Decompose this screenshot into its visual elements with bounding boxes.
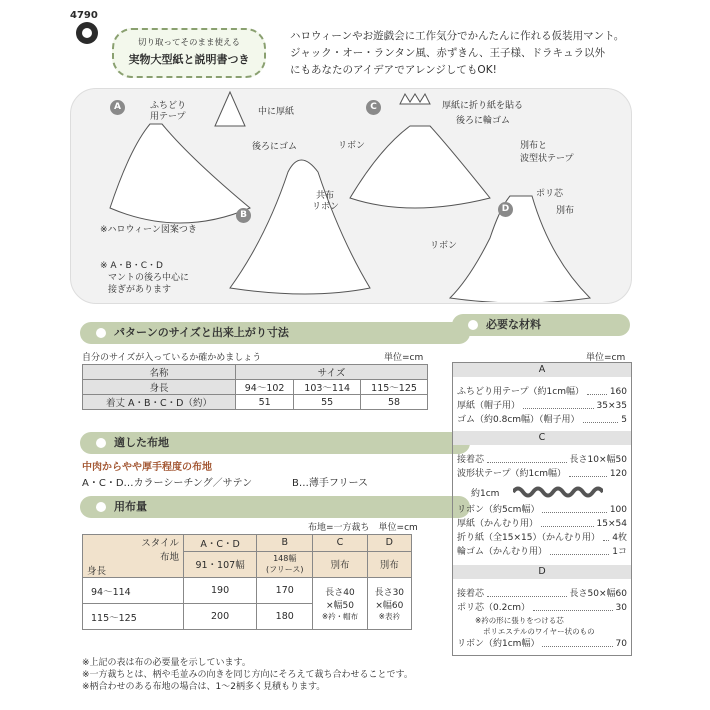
size-cell: 58: [361, 395, 428, 410]
material-name: リボン（約1cm幅）: [457, 639, 540, 649]
material-row: [453, 531, 631, 545]
label-halloween: ※ハロウィーン図案つき: [100, 225, 197, 235]
hat-a-shape: [215, 92, 245, 126]
yardage-cell: 170: [257, 578, 313, 604]
intro-text: [290, 28, 650, 79]
fabric-acd: A・C・D…カラーシーチング／サテン: [82, 478, 253, 489]
note-line3: 接ぎがあります: [108, 285, 172, 295]
label-d: D: [498, 202, 513, 217]
yardage-fabric-label: 布地: [159, 552, 179, 563]
material-name: 接着芯: [457, 455, 485, 465]
material-qty: 100: [609, 505, 627, 515]
yardage-col-b: B: [257, 535, 313, 552]
material-name: ポリ芯（0.2cm）: [457, 603, 531, 613]
material-row: [453, 399, 631, 413]
label-c: C: [366, 100, 381, 115]
note-line2: マントの後ろ中心に: [108, 273, 190, 283]
size-table: [82, 364, 428, 410]
wave-tape-sample: [453, 481, 631, 503]
yardage-d-value: [367, 578, 411, 630]
label-ribon-b: リボン: [312, 202, 340, 212]
c-val-line3: ※衿・帽布: [321, 612, 359, 621]
d-val-line1: 長さ30: [374, 588, 405, 598]
materials-header-d: D: [453, 565, 631, 579]
label-ushiro-gomu: 後ろにゴム: [252, 142, 298, 152]
yardage-row-height2: 115～125: [83, 604, 184, 630]
material-row: [453, 385, 631, 399]
size-note: 自分のサイズが入っているか確かめましょう: [82, 353, 262, 363]
material-qty: 35×35: [596, 401, 627, 411]
material-qty: 30: [615, 603, 627, 613]
material-name: 接着芯: [457, 589, 485, 599]
yardage-cell: 190: [184, 578, 257, 604]
wave-tape-icon: [513, 485, 603, 499]
yardage-width-c: 別布: [313, 551, 367, 577]
material-qty: 120: [609, 469, 627, 479]
label-a: A: [110, 100, 125, 115]
c-val-line2: ×幅50: [325, 601, 354, 611]
material-name: 波形状テープ（約1cm幅）: [457, 469, 566, 479]
product-code: 4790: [70, 10, 98, 21]
size-header-name: 名称: [83, 365, 236, 380]
size-header-size: サイズ: [236, 365, 428, 380]
material-row: [453, 517, 631, 531]
intro-line1: ハロウィーンやお遊戯会に工作気分でかんたんに作れる仮装用マント。: [290, 30, 625, 42]
material-row: [453, 587, 631, 601]
width-b-line2: (フリース): [265, 565, 304, 575]
size-cell: 115～125: [361, 380, 428, 395]
brand-logo: [76, 22, 98, 44]
materials-table: [452, 362, 632, 656]
crown-c-shape: [400, 94, 430, 104]
material-row: [453, 413, 631, 427]
fabric-b: B…薄手フリース: [292, 478, 368, 489]
materials-unit: 単位=cm: [586, 353, 626, 363]
material-name: ゴム（約0.8cm幅）（帽子用）: [457, 415, 580, 425]
material-name: リボン（約5cm幅）: [457, 505, 540, 515]
material-qty: 長さ10×幅50: [569, 455, 627, 465]
badge-line2: 実物大型紙と説明書つき: [128, 53, 250, 66]
size-cell: 94～102: [236, 380, 294, 395]
materials-header-a: A: [453, 363, 631, 377]
material-row: [453, 545, 631, 559]
yardage-col-d: D: [367, 535, 411, 552]
material-name: 輪ゴム（かんむり用）: [457, 547, 548, 557]
fabric-section-title: 適した布地: [80, 432, 470, 454]
material-subnote: ポリエステルのワイヤー状のもの: [483, 627, 595, 636]
yardage-note: 布地=一方裁ち 単位=cm: [308, 523, 418, 533]
materials-section-title: 必要な材料: [452, 314, 630, 336]
material-row: [453, 503, 631, 517]
wave-width-label: 約1cm: [471, 489, 500, 499]
yardage-table: [82, 534, 412, 630]
footnote: ※一方裁ちとは、柄や毛並みの向きを同じ方向にそろえて裁ち合わせることです。: [82, 670, 413, 680]
material-name: 折り紙（全15×15）（かんむり用）: [457, 533, 600, 543]
material-row: [453, 453, 631, 467]
note-abcd: ※ A・B・C・D: [100, 261, 163, 271]
size-unit: 単位=cm: [384, 353, 424, 363]
label-b: B: [236, 208, 251, 223]
footnote: ※柄合わせのある布地の場合は、1～2柄多く見積もります。: [82, 682, 326, 692]
footnote: ※上記の表は布の必要量を示しています。: [82, 658, 251, 668]
size-cell: 103～114: [294, 380, 361, 395]
label-ribon-d: リボン: [430, 241, 458, 251]
size-row-length: 着丈 A・B・C・D（約）: [83, 395, 236, 410]
d-val-line3: ※表衿: [378, 612, 400, 621]
d-val-line2: ×幅60: [375, 601, 404, 611]
yardage-height-label: 身長: [87, 566, 107, 577]
material-name: 厚紙（かんむり用）: [457, 519, 539, 529]
material-qty: 長さ50×幅60: [569, 589, 627, 599]
label-fuchidori2: 用テープ: [150, 112, 186, 122]
c-val-line1: 長さ40: [325, 588, 355, 598]
badge-line1: 切り取ってそのまま使える: [137, 38, 240, 48]
label-atsugami: 厚紙に折り紙を貼る: [442, 101, 524, 111]
yardage-corner: [83, 535, 184, 578]
intro-line2: ジャック・オー・ランタン風、赤ずきん、王子様、ドラキュラ以外: [290, 47, 605, 59]
material-qty: 1コ: [612, 547, 627, 557]
material-row: [453, 601, 631, 615]
material-qty: 15×54: [596, 519, 627, 529]
cape-c-shape: [350, 126, 490, 208]
material-qty: 70: [615, 639, 627, 649]
materials-header-c: C: [453, 431, 631, 445]
material-qty: 5: [621, 415, 627, 425]
yardage-row-height1: 94～114: [83, 578, 184, 604]
size-cell: 51: [236, 395, 294, 410]
label-betsunu-d: 別布: [556, 206, 575, 216]
material-subnote: ※衿の形に張りをつける芯: [475, 616, 564, 625]
label-wagomu: 後ろに輪ゴム: [456, 116, 511, 126]
pattern-badge: [112, 28, 266, 78]
yardage-width-b: [257, 551, 313, 577]
yardage-col-c: C: [313, 535, 367, 552]
width-b-line1: 148幅: [273, 554, 297, 564]
intro-line3: にもあなたのアイデアでアレンジしてもOK!: [290, 64, 497, 76]
size-cell: 55: [294, 395, 361, 410]
yardage-width-d: 別布: [367, 551, 411, 577]
yardage-width-acd: 91・107幅: [184, 551, 257, 577]
yardage-style-label: スタイル: [141, 538, 179, 549]
label-polishin: ポリ芯: [536, 189, 564, 199]
cape-b-shape: [230, 160, 370, 294]
footnotes: [82, 657, 413, 693]
fabric-sub: 中肉からやや厚手程度の布地: [82, 462, 212, 473]
yardage-col-acd: A・C・D: [184, 535, 257, 552]
yardage-section-title: 用布量: [80, 496, 470, 518]
label-fuchidori: ふちどり: [150, 101, 187, 111]
yardage-c-value: [313, 578, 367, 630]
material-row: [453, 637, 631, 651]
label-betsunu: 別布と: [520, 141, 548, 151]
cape-a-shape: [110, 124, 250, 223]
label-ribon-c: リボン: [338, 141, 366, 151]
size-section-title: パターンのサイズと出来上がり寸法: [80, 322, 470, 344]
material-row: [453, 467, 631, 481]
label-hakei: 波型状テープ: [520, 154, 574, 164]
material-qty: 160: [609, 387, 627, 397]
yardage-cell: 180: [257, 604, 313, 630]
yardage-cell: 200: [184, 604, 257, 630]
material-name: ふちどり用テープ（約1cm幅）: [457, 387, 584, 397]
material-name: 厚紙（帽子用）: [457, 401, 521, 411]
label-naka: 中に厚紙: [258, 107, 295, 117]
label-tomonuno: 共布: [316, 191, 335, 201]
size-row-height: 身長: [83, 380, 236, 395]
material-qty: 4枚: [612, 533, 627, 543]
